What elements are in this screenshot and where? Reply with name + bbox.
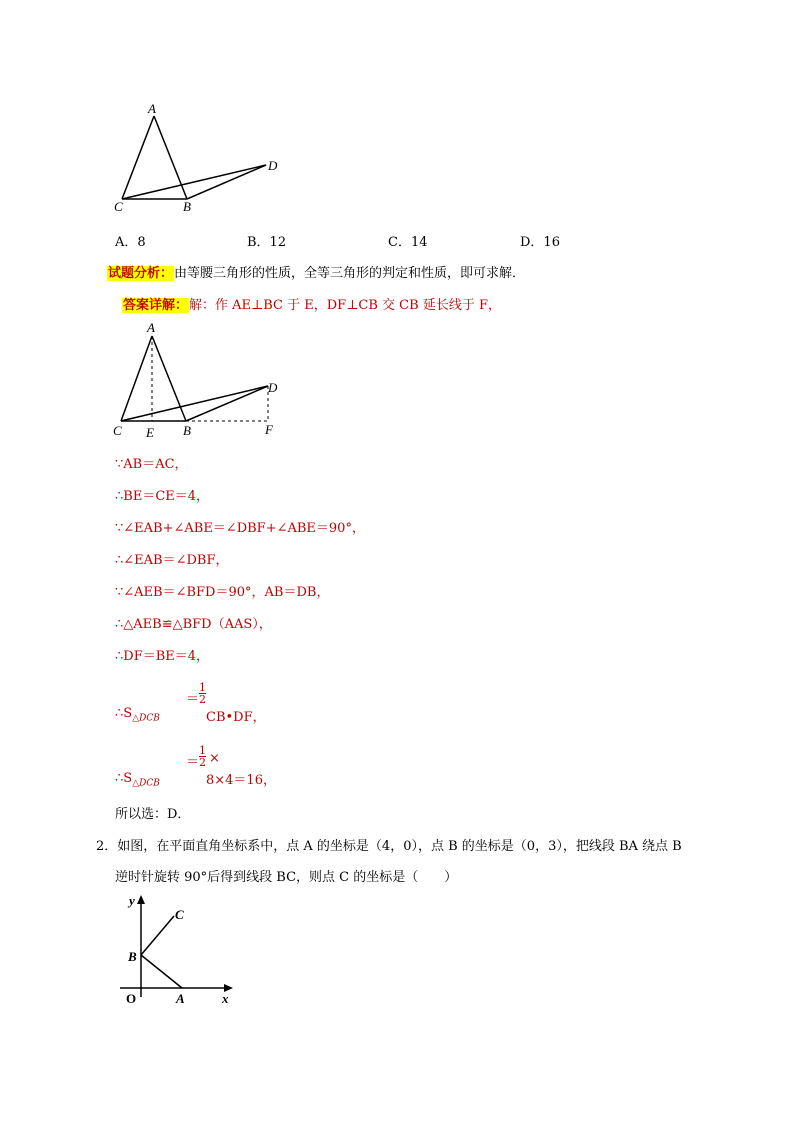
label-B: B — [128, 949, 137, 964]
step-5: ∵∠AEB＝∠BFD＝90°，AB＝DB， — [115, 585, 330, 600]
area2-eq: ＝ — [186, 755, 200, 770]
label-A: A — [147, 320, 155, 335]
area1-sub: △DCB — [132, 713, 160, 724]
area-formula-2 — [115, 744, 415, 789]
q2-line-2: 逆时针旋转 90°后得到线段 BC，则点 C 的坐标是（ ） — [115, 870, 458, 885]
step-3: ∵∠EAB+∠ABE＝∠DBF+∠ABE＝90°， — [115, 521, 365, 536]
q2-text-1: 如图，在平面直角坐标系中，点 A 的坐标是（4，0），点 B 的坐标是（0，3），把线段 BA 绕点 B — [117, 839, 682, 854]
label-B: B — [183, 199, 191, 214]
option-b: B．12 — [247, 235, 287, 250]
area1-rest: CB•DF， — [206, 710, 266, 725]
triangle-figure-1 — [110, 100, 290, 215]
label-A: A — [176, 991, 185, 1006]
area2-sub: △DCB — [132, 778, 160, 789]
label-C: C — [113, 423, 122, 438]
answer-tag: 答案详解： — [123, 298, 189, 313]
option-c: C．14 — [388, 235, 428, 250]
coordinate-figure — [112, 893, 247, 1008]
step-2: ∴BE＝CE＝4， — [115, 489, 210, 504]
step-4: ∴∠EAB＝∠DBF， — [115, 553, 229, 568]
label-y: y — [129, 893, 135, 908]
option-a: A．8 — [115, 235, 146, 250]
analysis-text: 由等腰三角形的性质，全等三角形的判定和性质，即可求解． — [174, 266, 526, 281]
answer-line — [122, 294, 501, 313]
area1-den: 2 — [199, 693, 206, 706]
step-1: ∵AB＝AC， — [115, 457, 188, 472]
label-x: x — [222, 991, 229, 1006]
option-d: D．16 — [520, 235, 560, 250]
area2-rest: 8×4＝16， — [206, 773, 276, 788]
area1-eq: ＝ — [186, 692, 200, 707]
label-B: B — [183, 423, 191, 438]
q2-number: 2． — [96, 839, 118, 854]
area2-fraction — [199, 745, 206, 768]
area1-num: 1 — [199, 681, 206, 694]
label-F: F — [265, 422, 273, 437]
area2-num: 1 — [199, 744, 206, 757]
analysis-line — [107, 262, 525, 281]
area2-prefix: ∴S — [115, 771, 133, 786]
step-6: ∴△AEB≌△BFD（AAS）， — [115, 617, 272, 632]
label-D: D — [268, 380, 278, 395]
triangle-figure-2 — [105, 318, 290, 443]
label-O: O — [126, 991, 137, 1006]
conclusion-line: 所以选：D． — [115, 807, 191, 822]
area1-fraction — [199, 682, 206, 705]
area-formula-1 — [115, 681, 415, 725]
area2-times: × — [209, 751, 220, 766]
step-7: ∴DF＝BE＝4， — [115, 649, 210, 664]
answer-text: 解：作 AE⊥BC 于 E，DF⊥CB 交 CB 延长线于 F， — [189, 298, 501, 313]
area1-prefix: ∴S — [115, 706, 133, 721]
label-C: C — [114, 199, 123, 214]
area2-den: 2 — [199, 756, 206, 769]
label-C: C — [175, 907, 184, 922]
analysis-tag: 试题分析： — [108, 266, 174, 281]
label-D: D — [268, 158, 278, 173]
label-E: E — [146, 425, 154, 440]
q2-line-1 — [96, 835, 682, 854]
label-A: A — [148, 101, 156, 116]
